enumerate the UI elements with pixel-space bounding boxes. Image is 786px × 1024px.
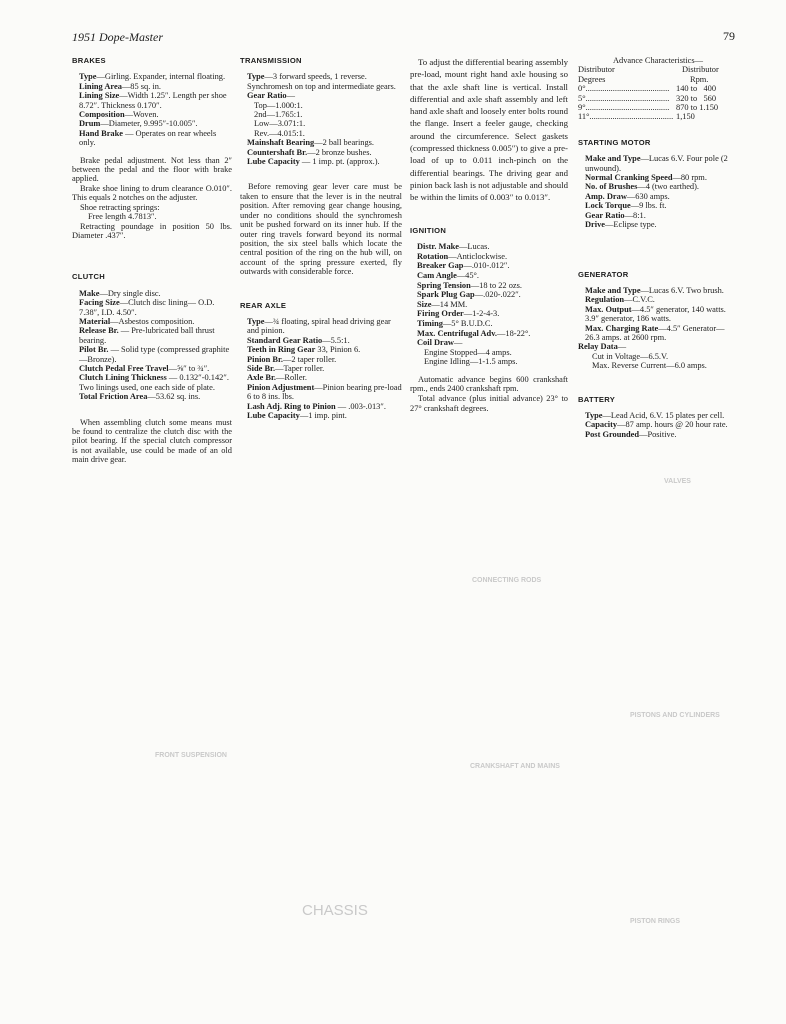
generator-heading: GENERATOR <box>578 269 629 279</box>
sub-line: Cut in Voltage—6.5.V. <box>592 351 669 361</box>
spec-value: —1 imp. pint. <box>299 411 347 420</box>
advance-rpm: 870 to 1.150 <box>676 103 719 113</box>
spec-value: —Diameter, 9.995″-10.005″. <box>100 119 198 129</box>
spec-key: Post Grounded <box>585 429 640 439</box>
spec-line <box>578 154 738 173</box>
differential-para: To adjust the differential bearing assembly pre-load, mount right hand axle housing so that the axle shaft line is vertical. Install differential and axle shaft assembly and left hand axle shaft and loosely enter bolts round the flange. Insert a feeler gauge, checking around the circumference. Select gaskets (compressed thickness 0.005″) to give a pre-load of up to 0.011 inch-pinch on the differential bearings. The driving gear and pinion back lash is not adjustable and should be within the limits of 0.003″ to 0.013″. <box>410 57 568 203</box>
spec-value: —Girling. Expander, internal floating. <box>96 72 226 82</box>
bleed-piston-rings: PISTON RINGS <box>630 918 681 925</box>
column-3 <box>410 56 568 413</box>
spec-key: Make <box>79 288 100 298</box>
spec-value: — 0.132″-0.142″. Two linings used, one each side of plate. <box>79 373 229 392</box>
spec-line <box>240 355 402 364</box>
spec-line <box>240 373 402 382</box>
spec-line <box>578 220 738 229</box>
rear-axle-specs <box>240 317 402 420</box>
spec-key: Facing Size <box>79 298 120 308</box>
bleed-valves: VALVES <box>664 478 691 485</box>
spec-key: Max. Charging Rate <box>585 323 659 333</box>
advance-head-2: Degrees Rpm. <box>578 74 709 84</box>
spec-value: —Eclipse type. <box>605 220 657 230</box>
advance-head-1: Distributor Distributor <box>578 65 719 75</box>
spec-value: —¾ floating, spiral head driving gear and pinion. <box>247 316 391 336</box>
starting-motor-specs <box>578 154 738 229</box>
spec-line <box>72 345 232 364</box>
transmission-para-1: Before removing gear lever care must be taken to ensure that the lever is in the neutral position. After removing gear change housing, under no conditions should the synchromesh unit be pushed forward on its inner hub. If the outer ring travels forward beyond its normal position, the six steel balls which locate the central position of the ring on the hub will, on account of the spring pressure exerted, fly outwards with considerable force. <box>240 182 402 277</box>
spec-key: Max. Output <box>585 304 632 314</box>
dot-leader: ........................................ <box>585 84 670 94</box>
ignition-specs <box>410 242 568 348</box>
brakes-para-2: Brake shoe lining to drum clearance O.010″. This equals 2 notches on the adjuster. <box>72 183 232 203</box>
spec-value: — Solid type (compressed graphite—Bronze). <box>79 345 230 364</box>
spec-key: Drum <box>79 119 101 129</box>
spec-line <box>72 289 232 298</box>
clutch-para-1: When assembling clutch some means must be found to centralize the clutch disc with the pilot bearing. If the special clutch compressor is not available, use could be made of an old main drive gear. <box>72 417 232 465</box>
spec-line <box>578 430 738 439</box>
spec-value: —53.62 sq. ins. <box>147 392 201 402</box>
spec-key: Lash Adj. Ring to Pinion <box>247 401 336 411</box>
spec-line <box>578 286 738 295</box>
spec-value: — Operates on rear wheels only. <box>79 128 217 148</box>
spec-key: Lube Capacity <box>247 157 300 167</box>
bleed-chassis: CHASSIS <box>302 902 368 919</box>
spec-value: —Taper roller. <box>275 363 325 373</box>
spec-key: Countershaft Br. <box>247 147 308 157</box>
spec-line <box>72 119 232 128</box>
spec-key: Type <box>79 72 97 82</box>
spec-value: —Asbestos composition. <box>110 316 195 326</box>
spec-key: Spring Tension <box>417 280 471 290</box>
dot-leader: ........................................ <box>585 103 670 113</box>
spec-key: Max. Centrifugal Adv. <box>417 328 498 338</box>
spec-key: Regulation <box>585 295 625 305</box>
transmission-heading: TRANSMISSION <box>240 56 302 65</box>
spec-value: —Lucas. <box>459 242 490 252</box>
spec-key: Pinion Adjustment <box>247 382 315 392</box>
spec-line <box>72 91 232 110</box>
advance-rows <box>578 84 738 122</box>
advance-title: Advance Characteristics— <box>613 56 703 65</box>
sub-line: Max. Reverse Current—6.0 amps. <box>592 361 707 371</box>
advance-row <box>578 103 738 112</box>
spec-key: Pinion Br. <box>247 354 283 364</box>
spec-key: Cam Angle <box>417 270 457 280</box>
spec-line <box>410 319 568 329</box>
spec-value: —Clutch disc lining— O.D. 7.38″, I.D. 4.50″. <box>79 298 215 317</box>
spec-line <box>410 338 568 348</box>
spec-line <box>410 329 568 339</box>
spec-value: — <box>453 338 463 348</box>
spec-line <box>410 271 568 281</box>
spec-value: —18-22°. <box>497 328 531 338</box>
spec-line <box>240 157 402 166</box>
rear-axle-heading: REAR AXLE <box>240 300 287 310</box>
clutch-heading: CLUTCH <box>72 272 106 282</box>
page-number: 79 <box>723 29 735 43</box>
sub-line: Engine Idling—1-1.5 amps. <box>424 357 518 367</box>
spec-line <box>240 364 402 373</box>
spec-key: Type <box>247 316 265 326</box>
spec-value: —18 to 22 ozs. <box>470 280 522 290</box>
spec-value: —Pinion bearing pre-load 6 to 8 ins. lbs. <box>247 382 402 402</box>
advance-degrees: 5° <box>578 93 586 103</box>
spec-key: Rotation <box>417 251 449 261</box>
advance-rpm: 320 to 560 <box>676 93 717 103</box>
spec-key: Lining Size <box>79 91 120 101</box>
spec-value: —.010-.012″. <box>463 261 510 271</box>
spec-line <box>410 252 568 262</box>
advance-degrees: 9° <box>578 103 586 113</box>
spec-key: Lining Area <box>79 81 122 91</box>
spec-key: Drive <box>585 220 605 230</box>
transmission-type: Type—3 forward speeds, 1 reverse. Synchromesh on top and intermediate gears. <box>247 72 396 91</box>
dot-leader: ........................................ <box>585 93 670 103</box>
gear-ratio-label: Gear Ratio— <box>247 91 295 101</box>
spec-line <box>240 317 402 336</box>
spec-line <box>72 129 232 148</box>
spec-key: Mainshaft Bearing <box>247 138 315 148</box>
spec-line <box>240 336 402 345</box>
column-4 <box>578 56 738 439</box>
spec-value: —4.5″ Generator—26.3 amps. at 2600 rpm. <box>585 323 725 342</box>
spec-key: Clutch Lining Thickness <box>79 373 167 383</box>
brakes-para-3: Shoe retracting springs: <box>80 202 160 212</box>
spec-line <box>578 324 738 343</box>
spec-key: Size <box>417 299 432 309</box>
battery-heading: BATTERY <box>578 394 616 404</box>
spec-line <box>578 201 738 210</box>
relay-data-label: Relay Data— <box>578 342 627 352</box>
spec-value: —8:1. <box>624 210 646 220</box>
spec-key: Composition <box>79 110 125 120</box>
spec-key: Side Br. <box>247 363 276 373</box>
spec-key: No. of Brushes <box>585 182 638 192</box>
spec-line <box>410 242 568 252</box>
ignition-para-1: Automatic advance begins 600 crankshaft rpm., ends 2400 crankshaft rpm. <box>410 374 568 394</box>
bleed-crankshaft-mains: CRANKSHAFT AND MAINS <box>470 763 560 770</box>
spec-line <box>72 72 232 81</box>
spec-line <box>72 317 232 326</box>
spec-line <box>72 326 232 345</box>
spec-value: —Lead Acid, 6.V. 15 plates per cell. <box>602 410 725 420</box>
advance-degrees: 0° <box>578 84 586 94</box>
ignition-heading: IGNITION <box>410 225 447 235</box>
spec-line <box>578 192 738 201</box>
spec-value: —80 rpm. <box>672 173 707 183</box>
running-header-title: 1951 Dope-Master <box>72 30 163 44</box>
spec-line <box>72 392 232 401</box>
spec-value: — 1 imp. pt. (approx.). <box>299 157 380 167</box>
spec-key: Release Br. <box>79 326 119 336</box>
advance-rpm: 140 to 400 <box>676 84 717 94</box>
advance-row <box>578 84 738 93</box>
spec-key: Teeth in Ring Gear <box>247 345 316 355</box>
brakes-para-1: Brake pedal adjustment. Not less than 2″ between the pedal and the floor with brake applied. <box>72 155 232 184</box>
spec-value: —Dry single disc. <box>99 288 161 298</box>
spec-value: —2 ball bearings. <box>314 138 375 148</box>
column-1 <box>72 56 232 465</box>
spec-line <box>240 402 402 411</box>
clutch-specs <box>72 289 232 402</box>
spec-value: —5° B.U.D.C. <box>442 318 493 328</box>
advance-row <box>578 112 738 121</box>
spec-key: Timing <box>417 318 443 328</box>
spec-line <box>578 211 738 220</box>
spec-key: Normal Cranking Speed <box>585 173 673 183</box>
advance-rpm: 1,150 <box>676 112 695 122</box>
gear-ratios <box>240 101 402 139</box>
spec-key: Make and Type <box>585 285 641 295</box>
generator-specs <box>578 286 738 342</box>
spec-value: —4.5″ generator, 140 watts. 3.9″ generator, 186 watts. <box>585 304 726 324</box>
spec-key: Gear Ratio <box>585 210 625 220</box>
coil-draw-values <box>410 348 568 367</box>
sub-line: Top—1.000:1. <box>254 100 303 110</box>
spec-value: — .003-.013″. <box>335 401 386 411</box>
spec-value: —1-2-4-3. <box>463 309 500 319</box>
spec-line <box>578 305 738 324</box>
spec-key: Firing Order <box>417 309 464 319</box>
sub-line: Engine Stopped—4 amps. <box>424 347 512 357</box>
advance-degrees: 11° <box>578 112 590 122</box>
spec-key: Axle Br. <box>247 373 277 383</box>
spec-key: Material <box>79 316 111 326</box>
column-2 <box>240 56 402 420</box>
spec-line <box>578 411 738 420</box>
spec-value: —Lucas 6.V. Four pole (2 unwound). <box>585 154 728 173</box>
spec-key: Spark Plug Gap <box>417 290 475 300</box>
spec-value: —C.V.C. <box>624 295 655 305</box>
spec-line <box>72 373 232 392</box>
spec-key: Total Friction Area <box>79 392 148 402</box>
spec-value: —4 (two earthed). <box>637 182 699 192</box>
spec-key: Clutch Pedal Free Travel <box>79 363 169 373</box>
spec-line <box>578 295 738 304</box>
spec-value: —Width 1.25″. Length per shoe 8.72″. Thickness 0.170″. <box>79 91 227 110</box>
spec-value: —14 MM. <box>431 299 468 309</box>
spec-value: —⅝″ to ¾″. <box>168 363 210 373</box>
dot-leader: ........................................ <box>589 112 674 122</box>
spec-value: —5.5:1. <box>322 335 350 345</box>
spec-value: — Pre-lubricated ball thrust bearing. <box>79 326 215 345</box>
brakes-para-4: Free length 4.7813″. <box>88 212 157 222</box>
spec-value: —Lucas 6.V. Two brush. <box>640 285 724 295</box>
sub-line: Low—3.071:1. <box>254 119 306 129</box>
spec-line <box>240 383 402 402</box>
spec-line <box>72 364 232 373</box>
spec-key: Amp. Draw <box>585 191 627 201</box>
relay-data-values <box>578 352 738 371</box>
brakes-heading: BRAKES <box>72 56 106 65</box>
spec-value: —Woven. <box>124 110 159 120</box>
spec-key: Pilot Br. <box>79 345 109 355</box>
spec-line <box>72 298 232 317</box>
spec-line <box>240 411 402 420</box>
brakes-para-5: Retracting poundage in position 50 lbs. Diameter .437″. <box>72 221 232 240</box>
spec-line <box>578 182 738 191</box>
spec-value: —Roller. <box>276 373 307 383</box>
spec-key: Capacity <box>585 420 618 430</box>
spec-line <box>578 173 738 182</box>
sub-line: 2nd—1.765:1. <box>254 110 303 120</box>
spec-key: Hand Brake <box>79 128 123 138</box>
spec-value: —.020-.022″. <box>474 290 521 300</box>
spec-key: Distr. Make <box>417 242 460 252</box>
spec-key: Lube Capacity <box>247 411 300 420</box>
spec-line <box>240 345 402 354</box>
spec-line <box>410 290 568 300</box>
spec-value: —87 amp. hours @ 20 hour rate. <box>617 420 728 430</box>
spec-line <box>240 148 402 157</box>
advance-row <box>578 94 738 103</box>
spec-line <box>410 281 568 291</box>
spec-value: —9 lbs. ft. <box>630 201 667 211</box>
bleed-pistons-cylinders: PISTONS AND CYLINDERS <box>630 712 720 719</box>
spec-value: —Anticlockwise. <box>448 251 508 261</box>
spec-value: —45°. <box>456 270 479 280</box>
spec-key: Standard Gear Ratio <box>247 335 323 345</box>
bleed-front-suspension: FRONT SUSPENSION <box>155 752 227 759</box>
spec-key: Make and Type <box>585 154 641 164</box>
battery-specs <box>578 411 738 439</box>
transmission-specs <box>240 138 402 166</box>
spec-line <box>410 300 568 310</box>
spec-key: Lock Torque <box>585 201 631 211</box>
spec-key: Type <box>585 410 603 420</box>
spec-value: —630 amps. <box>626 191 670 201</box>
spec-line <box>410 261 568 271</box>
ignition-para-2: Total advance (plus initial advance) 23° to 27° crankshaft degrees. <box>410 394 568 413</box>
spec-line <box>578 420 738 429</box>
starting-motor-heading: STARTING MOTOR <box>578 137 651 147</box>
bleed-connecting-rods: CONNECTING RODS <box>472 577 542 584</box>
spec-value: —Positive. <box>639 429 677 439</box>
spec-line <box>72 110 232 119</box>
spec-line <box>72 82 232 91</box>
brakes-specs <box>72 72 232 147</box>
spec-value: —2 bronze bushes. <box>307 147 372 157</box>
spec-line <box>240 138 402 147</box>
spec-line <box>410 309 568 319</box>
spec-key: Breaker Gap <box>417 261 464 271</box>
spec-value: 33, Pinion 6. <box>315 345 361 355</box>
sub-line: Rev.—4.015:1. <box>254 128 305 138</box>
spec-key: Coil Draw <box>417 338 454 348</box>
spec-value: —85 sq. in. <box>121 81 161 91</box>
spec-value: —2 taper roller. <box>283 354 337 364</box>
